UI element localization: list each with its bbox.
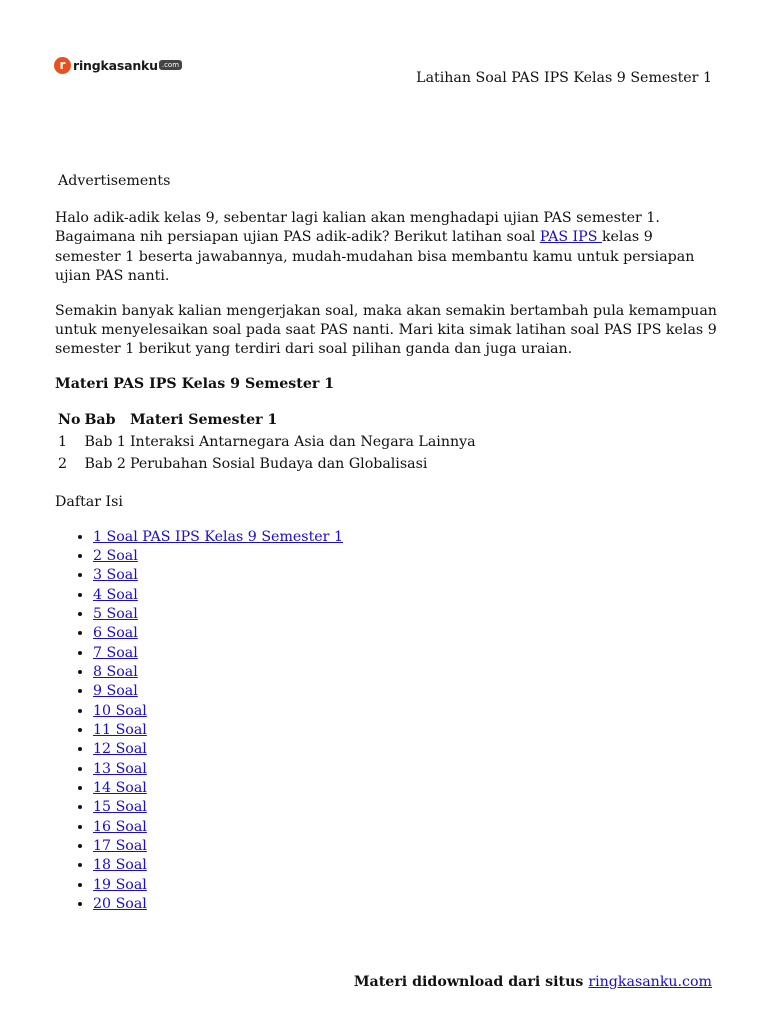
list-item xyxy=(93,818,717,837)
toc-link[interactable]: 9 Soal xyxy=(93,683,138,700)
list-item xyxy=(93,547,717,566)
toc-title: Daftar Isi xyxy=(55,493,123,510)
toc-link[interactable]: 8 Soal xyxy=(93,663,138,680)
list-item xyxy=(93,895,717,914)
list-item xyxy=(93,760,717,779)
list-item xyxy=(93,876,717,895)
toc-link[interactable]: 4 Soal xyxy=(93,586,138,603)
footer-source xyxy=(354,974,712,990)
logo-tld: .com xyxy=(159,60,182,70)
list-item xyxy=(93,682,717,701)
col-header-no: No xyxy=(58,411,81,428)
toc-link[interactable]: 18 Soal xyxy=(93,857,147,874)
pas-ips-link[interactable]: PAS IPS xyxy=(539,229,602,246)
toc-link[interactable]: 10 Soal xyxy=(93,702,147,719)
logo-text: ringkasanku xyxy=(73,57,158,73)
list-item xyxy=(93,586,717,605)
materi-table xyxy=(56,410,478,477)
intro-text-before: Halo adik-adik kelas 9, sebentar lagi kalian akan menghadapi ujian PAS semester 1. Bagaimana nih persiapan ujian PAS adik-adik? Berikut latihan soal xyxy=(55,210,660,246)
cell-materi: Perubahan Sosial Budaya dan Globalisasi xyxy=(129,456,428,473)
toc-link[interactable]: 2 Soal xyxy=(93,547,138,564)
list-item xyxy=(93,798,717,817)
list-item xyxy=(93,779,717,798)
materi-heading: Materi PAS IPS Kelas 9 Semester 1 xyxy=(55,376,335,393)
footer-site-link[interactable]: ringkasanku.com xyxy=(588,974,712,990)
toc-link[interactable]: 6 Soal xyxy=(93,625,138,642)
toc-link[interactable]: 14 Soal xyxy=(93,780,147,797)
advertisements-label: Advertisements xyxy=(58,173,171,189)
footer-label: Materi didownload dari situs xyxy=(353,974,589,990)
toc-link[interactable]: 17 Soal xyxy=(93,838,147,855)
document-header-title: Latihan Soal PAS IPS Kelas 9 Semester 1 xyxy=(416,70,712,86)
toc-link[interactable]: 7 Soal xyxy=(93,644,138,661)
list-item xyxy=(93,644,717,663)
intro-paragraph xyxy=(55,209,717,286)
table-header-row xyxy=(56,410,478,432)
col-header-materi: Materi Semester 1 xyxy=(129,411,278,428)
list-item xyxy=(93,856,717,875)
toc-link[interactable]: 15 Soal xyxy=(93,799,147,816)
list-item xyxy=(93,566,717,585)
table-of-contents xyxy=(55,528,717,915)
toc-link[interactable]: 1 Soal PAS IPS Kelas 9 Semester 1 xyxy=(93,528,343,545)
cell-no: 1 xyxy=(58,434,68,451)
toc-link[interactable]: 16 Soal xyxy=(93,818,147,835)
list-item xyxy=(93,740,717,759)
toc-link[interactable]: 12 Soal xyxy=(93,741,147,758)
list-item xyxy=(93,702,717,721)
table-row xyxy=(56,454,478,476)
cell-no: 2 xyxy=(58,456,68,473)
list-item xyxy=(93,624,717,643)
article-content xyxy=(55,209,717,914)
toc-link[interactable]: 20 Soal xyxy=(93,896,147,913)
list-item xyxy=(93,837,717,856)
logo-mark-icon xyxy=(54,57,71,74)
list-item xyxy=(93,528,717,547)
toc-link[interactable]: 13 Soal xyxy=(93,760,147,777)
list-item xyxy=(93,663,717,682)
cell-bab: Bab 1 xyxy=(84,434,126,451)
table-row xyxy=(56,432,478,454)
second-paragraph: Semakin banyak kalian mengerjakan soal, maka akan semakin bertambah pula kemampuan untuk menyelesaikan soal pada saat PAS nanti. Mari kita simak latihan soal PAS IPS kelas 9 semester 1 berikut yang terdiri dari soal pilihan ganda dan juga uraian. xyxy=(55,302,717,358)
list-item xyxy=(93,605,717,624)
toc-link[interactable]: 3 Soal xyxy=(93,567,138,584)
col-header-bab: Bab xyxy=(84,411,116,428)
toc-link[interactable]: 5 Soal xyxy=(93,605,138,622)
site-logo[interactable] xyxy=(54,56,182,74)
logo-letter: r xyxy=(59,58,66,72)
list-item xyxy=(93,721,717,740)
cell-materi: Interaksi Antarnegara Asia dan Negara Lainnya xyxy=(129,434,476,451)
toc-link[interactable]: 11 Soal xyxy=(93,722,147,738)
toc-link[interactable]: 19 Soal xyxy=(93,876,147,893)
intro-text-after: kelas 9 semester 1 beserta jawabannya, mudah-mudahan bisa membantu kamu untuk persiapan ujian PAS nanti. xyxy=(55,229,695,284)
cell-bab: Bab 2 xyxy=(84,456,126,473)
